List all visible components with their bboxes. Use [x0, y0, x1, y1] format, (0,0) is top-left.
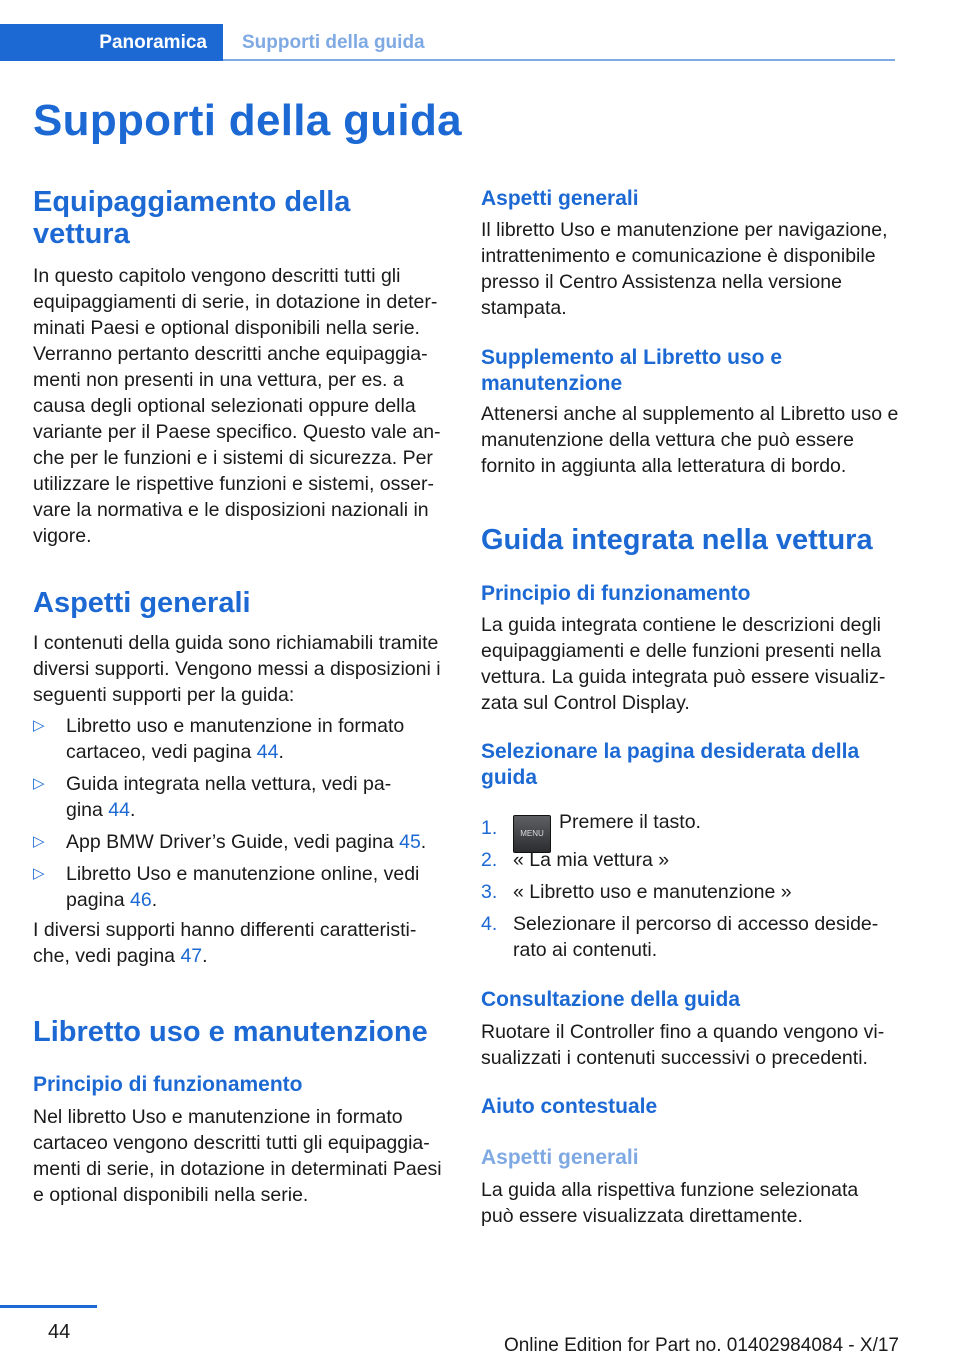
triangle-right-icon: ▷	[33, 833, 45, 850]
step-text: « La mia vettura »	[513, 849, 670, 871]
list-item	[33, 829, 451, 855]
paragraph-caratteristiche-text: I diversi supporti hanno differenti caratteristi-che, vedi pagina	[33, 919, 417, 967]
header-rule	[223, 59, 895, 61]
footer-edition: Online Edition for Part no. 01402984084 - X/17	[503, 1335, 899, 1356]
bullet-end: .	[420, 831, 427, 853]
step-number: 2.	[481, 849, 498, 871]
step-number: 1.	[481, 817, 498, 839]
triangle-right-icon: ▷	[33, 865, 45, 882]
bullet-text: App BMW Driver’s Guide, vedi pagina	[66, 831, 400, 853]
heading-selezionare: Selezionare la pagina desiderata della guida	[481, 740, 860, 789]
page-link[interactable]: 45	[399, 831, 421, 853]
page-link[interactable]: 47	[180, 945, 203, 967]
subheading-r6-aspetti: Aspetti generali	[481, 1146, 639, 1169]
page-number: 44	[48, 1321, 71, 1343]
tab-panoramica-label: Panoramica	[99, 32, 207, 53]
menu-button-icon[interactable]: MENU	[513, 815, 551, 853]
paragraph-aiuto: La guida alla rispettiva funzione selezionata può essere visualizzata direttamente.	[481, 1179, 859, 1227]
bullet-end: .	[278, 741, 284, 763]
paragraph-guida-integrata: La guida integrata contiene le descrizioni degli equipaggiamenti e delle funzioni presenti nella vettura. La guida integrata può essere visualiz-zata sul Control Display.	[481, 614, 886, 714]
bullet-end: .	[130, 799, 136, 821]
paragraph-end: .	[202, 945, 208, 967]
footer-rule	[0, 1305, 97, 1308]
list-item	[481, 911, 901, 963]
step-number: 3.	[481, 881, 498, 903]
paragraph-caratteristiche	[33, 917, 451, 969]
bullet-end: .	[151, 889, 158, 911]
list-item	[481, 847, 901, 873]
bullet-text: Libretto Uso e manutenzione online, vedi pagina	[66, 863, 420, 911]
page-link[interactable]: 46	[129, 889, 152, 911]
triangle-right-icon: ▷	[33, 717, 45, 734]
step-text: Premere il tasto.	[559, 811, 701, 833]
bullet-text: Libretto uso e manutenzione in formato cartaceo, vedi pagina	[66, 715, 405, 763]
header-bar	[0, 24, 895, 61]
heading-aiuto: Aiuto contestuale	[481, 1095, 658, 1118]
paragraph-equipaggiamento: In questo capitolo vengono descritti tutti gli equipaggiamenti di serie, in dotazione in deter-minati Paesi e optional disponibili nella serie. Verranno pertanto descritti anche equipaggia-menti non presenti in una vettura, per es. a causa degli optional selezionati oppure della variante per il Paese specifico. Questo vale an-che per le funzioni e i sistemi di sicurezza. Per utilizzare le rispettive funzioni e sistemi, osser-vare la normativa e le disposizioni nazionali in vigore.	[33, 265, 441, 547]
list-item	[481, 879, 901, 905]
heading-equipaggiamento: Equipaggiamento della vettura	[33, 186, 351, 250]
subheading-principio: Principio di funzionamento	[33, 1073, 303, 1096]
list-item	[33, 861, 451, 913]
list-item	[33, 713, 451, 765]
bullet-text: Guida integrata nella vettura, vedi pa-gina	[66, 773, 392, 821]
page-link[interactable]: 44	[256, 741, 279, 763]
heading-aspetti-generali: Aspetti generali	[33, 587, 251, 619]
triangle-right-icon: ▷	[33, 775, 45, 792]
page-title: Supporti della guida	[33, 96, 462, 145]
heading-consultazione: Consultazione della guida	[481, 988, 741, 1011]
step-number: 4.	[481, 913, 498, 935]
paragraph-consultazione: Ruotare il Controller fino a quando vengono vi-sualizzati i contenuti successivi o precedenti.	[481, 1021, 885, 1069]
paragraph-libretto: Nel libretto Uso e manutenzione in formato cartaceo vengono descritti tutti gli equipaggia-menti di serie, in dotazione in determinati Paesi e optional disponibili nella serie.	[33, 1106, 442, 1206]
heading-libretto: Libretto uso e manutenzione	[33, 1016, 428, 1048]
tab-panoramica[interactable]	[0, 24, 223, 61]
list-item	[481, 809, 901, 845]
page-link[interactable]: 44	[108, 799, 130, 821]
subheading-r-principio: Principio di funzionamento	[481, 582, 751, 605]
heading-supplemento: Supplemento al Libretto uso e manutenzione	[481, 346, 783, 395]
step-text: « Libretto uso e manutenzione »	[513, 881, 792, 903]
paragraph-aspetti: I contenuti della guida sono richiamabili tramite diversi supporti. Vengono messi a disposizioni i seguenti supporti per la guida:	[33, 632, 441, 706]
tab-supporti[interactable]: Supporti della guida	[242, 32, 425, 53]
heading-r-aspetti: Aspetti generali	[481, 187, 639, 210]
paragraph-supplemento: Attenersi anche al supplemento al Libretto uso e manutenzione della vettura che può essere fornito in aggiunta alla letteratura di bordo.	[481, 403, 899, 477]
step-text: Selezionare il percorso di accesso deside-rato ai contenuti.	[513, 913, 879, 961]
list-item	[33, 771, 451, 823]
paragraph-r-aspetti: Il libretto Uso e manutenzione per navigazione, intrattenimento e comunicazione è disponibile presso il Centro Assistenza nella versione stampata.	[481, 219, 888, 319]
heading-guida-integrata: Guida integrata nella vettura	[481, 524, 873, 556]
